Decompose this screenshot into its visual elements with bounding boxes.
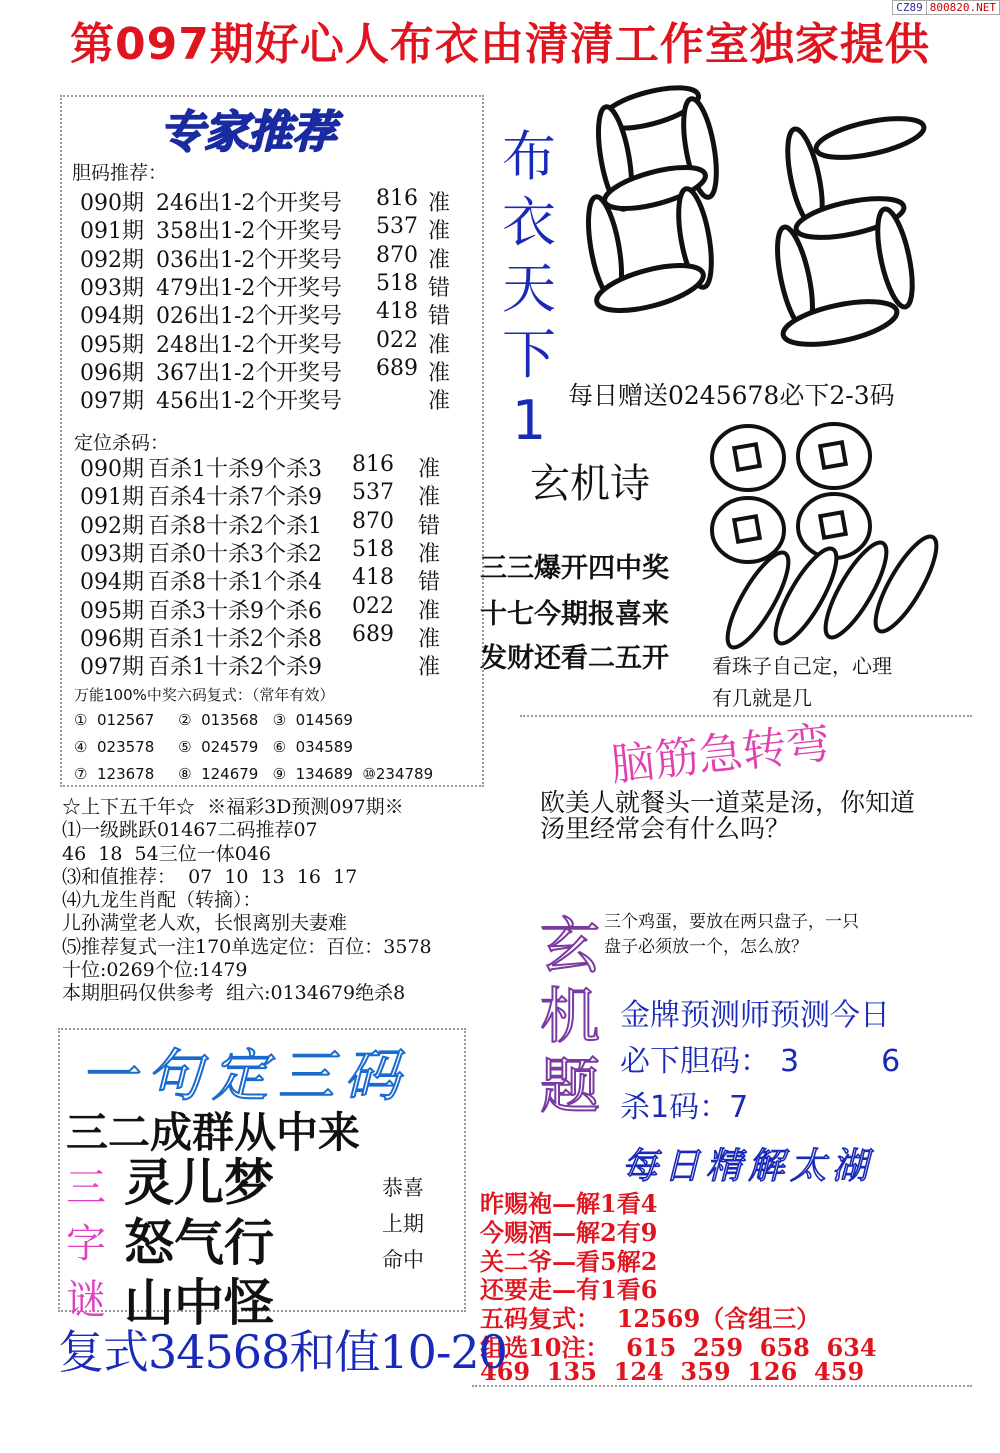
dan-label: 胆码推荐： bbox=[72, 162, 168, 184]
lake-line: 还要走—有1看6 bbox=[480, 1275, 658, 1305]
wanneng-title: 万能100%中奖六码复式：（常年有效） bbox=[74, 686, 335, 704]
lake-title: 每日精解太湖 bbox=[622, 1146, 875, 1187]
lake-line: 今赐酒—解2有9 bbox=[480, 1217, 658, 1247]
gold-dan: 必下胆码： 3 6 bbox=[620, 1044, 901, 1079]
page-title: 第097期好心人布衣由清清工作室独家提供 bbox=[70, 19, 930, 70]
one-line-phrase: 三二成群从中来 bbox=[66, 1108, 361, 1157]
puzzle-text: 三个鸡蛋，要放在两只盘子，一只 盘子必须放一个，怎么放？ bbox=[604, 912, 859, 957]
congrats-text: 恭喜 上期 命中 bbox=[382, 1176, 424, 1272]
brain-question: 欧美人就餐头一道菜是汤，你知道汤里经常会有什么吗？ bbox=[540, 788, 916, 843]
lake-line: 昨赐袍—解1看4 bbox=[480, 1189, 658, 1218]
forecast-line: 儿孙满堂老人欢，长恨离别夫妻难 bbox=[62, 912, 348, 935]
beads-hint: 看珠子自己定，心理 有几就是几 bbox=[712, 654, 892, 710]
puzzle-vertical-title: 玄 机 题 bbox=[540, 912, 600, 1122]
wanneng-row: ④ 023578 ⑤ 024579 ⑥ 034589 bbox=[74, 738, 353, 756]
buyi-vertical-title: 布 衣 天 下 1 bbox=[502, 125, 556, 452]
forecast-line: 本期胆码仅供参考 组六:0134679绝杀8 bbox=[62, 982, 406, 1005]
wanneng-row: ⑦ 123678 ⑧ 124679 ⑨ 134689 ⑩234789 bbox=[74, 765, 434, 783]
forecast-line: ⑸推荐复式一注170单选定位：百位：3578 bbox=[62, 935, 432, 958]
forecast-line: ⑷九龙生肖配（转摘）： bbox=[62, 889, 262, 912]
poem-title: 玄机诗 bbox=[530, 461, 650, 507]
lake-line: 关二爷—看5解2 bbox=[480, 1246, 658, 1276]
poem-line: 十七今期报喜来 bbox=[480, 599, 669, 630]
site-watermark: CZ89 800820.NET bbox=[892, 0, 1000, 15]
lake-line: 469 135 124 359 126 459 bbox=[480, 1356, 865, 1386]
poem-line: 三三爆开四中奖 bbox=[480, 553, 669, 584]
three-char-words: 灵儿梦 怒气行 山中怪 bbox=[124, 1154, 274, 1332]
brain-title: 脑筋急转弯 bbox=[608, 717, 833, 792]
forecast-block bbox=[62, 796, 432, 1006]
poem-line: 发财还看二五开 bbox=[480, 643, 669, 674]
gold-kill: 杀1码：7 bbox=[620, 1090, 749, 1125]
lake-line: 五码复式： 12569（含组三） bbox=[480, 1304, 821, 1334]
number-86-artwork bbox=[570, 78, 970, 378]
three-char-label: 三 字 谜 bbox=[66, 1165, 106, 1323]
one-line-title: 一句定三码 bbox=[80, 1044, 410, 1109]
forecast-line: ☆上下五千年☆ ※福彩3D预测097期※ bbox=[62, 796, 404, 818]
forecast-line: ⑴一级跳跃01467二码推荐07 bbox=[62, 819, 318, 842]
expert-title: 专家推荐 bbox=[160, 107, 336, 158]
combo-text: 复式34568和值10-20 bbox=[58, 1325, 507, 1379]
forecast-line: ⑶和值推荐： 07 10 13 16 17 bbox=[62, 865, 358, 888]
gift-text: 每日赠送0245678必下2-3码 bbox=[568, 381, 895, 410]
forecast-line: 46 18 54三位一体046 bbox=[62, 842, 271, 865]
lake-line: 组选10注： 615 259 658 634 bbox=[480, 1333, 877, 1362]
coins-beads-artwork bbox=[706, 418, 966, 652]
forecast-line: 十位:0269个位:1479 bbox=[62, 959, 248, 982]
wanneng-row: ① 012567 ② 013568 ③ 014569 bbox=[74, 711, 353, 729]
gold-title: 金牌预测师预测今日 bbox=[620, 998, 890, 1033]
kill-label: 定位杀码： bbox=[74, 432, 170, 454]
